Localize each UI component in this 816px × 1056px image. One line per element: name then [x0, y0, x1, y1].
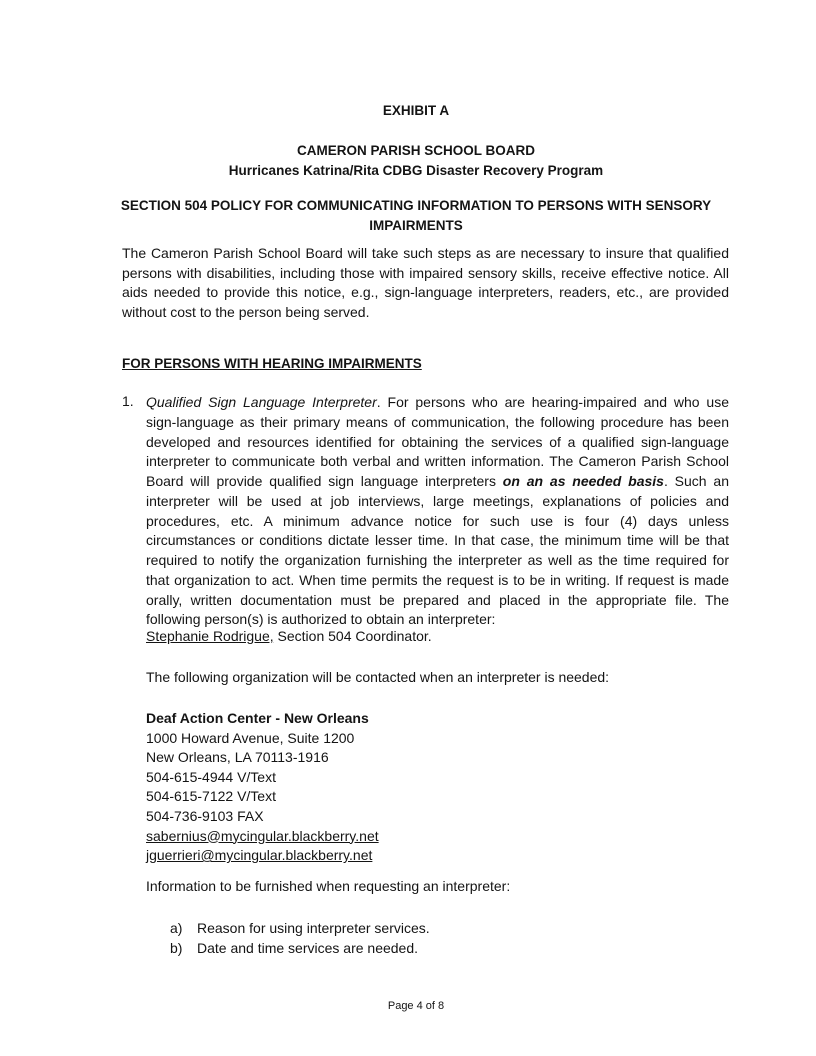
emphasis-text: on an as needed basis	[502, 473, 664, 489]
list-item	[146, 919, 430, 939]
contact-phone2: 504-615-7122 V/Text	[146, 788, 276, 805]
page-footer: Page 4 of 8	[387, 1000, 445, 1012]
contact-name: Deaf Action Center - New Orleans	[146, 710, 369, 726]
list-item-label: b)	[170, 939, 183, 956]
contact-email1-link[interactable]: sabernius@mycingular.blackberry.net	[146, 827, 379, 844]
info-intro: Information to be furnished when requesting an interpreter:	[146, 878, 511, 894]
interpreter-procedure-paragraph	[146, 393, 729, 630]
info-list	[146, 919, 430, 959]
list-item-text: Date and time services are needed.	[197, 939, 419, 956]
intro-paragraph: The Cameron Parish School Board will take such steps as are necessary to insure that qualified persons with disabilities, including those with impaired sensory skills, receive effective notice. All aids needed to provide this notice, e.g., sign-language interpreters, readers, etc., are provided without cost to the person being served.	[122, 245, 729, 321]
item-number: 1.	[122, 393, 134, 409]
coordinator-line	[146, 628, 432, 644]
list-item-text: Reason for using interpreter services.	[197, 920, 430, 936]
program-title: Hurricanes Katrina/Rita CDBG Disaster Recovery Program	[228, 163, 604, 178]
list-item-label: a)	[170, 920, 183, 936]
contact-address-line1: 1000 Howard Avenue, Suite 1200	[146, 729, 355, 746]
hearing-impairments-heading: FOR PERSONS WITH HEARING IMPAIRMENTS	[122, 356, 422, 371]
item-text-part1: . For persons who are hearing-impaired and who use sign-language as their primary means of communication, the following procedure has been developed and resources identified for obtaining the services of a qualified sign-language interpreter to communicate both verbal and written information. The Cameron Parish School Board will provide qualified sign language interpreters	[146, 394, 729, 489]
coordinator-name: Stephanie Rodrigue,	[146, 628, 274, 644]
exhibit-label: EXHIBIT A	[382, 103, 450, 118]
item-title: Qualified Sign Language Interpreter	[146, 394, 377, 410]
coordinator-title: Section 504 Coordinator.	[273, 628, 432, 644]
contact-phone1: 504-615-4944 V/Text	[146, 768, 276, 785]
section-title-line1: SECTION 504 POLICY FOR COMMUNICATING INFORMATION TO PERSONS WITH SENSORY	[120, 198, 712, 213]
contact-fax: 504-736-9103 FAX	[146, 807, 264, 824]
contact-block	[146, 709, 379, 866]
organization-intro: The following organization will be contacted when an interpreter is needed:	[146, 669, 610, 685]
contact-email2-link[interactable]: jguerrieri@mycingular.blackberry.net	[146, 847, 373, 864]
section-title-line2: IMPAIRMENTS	[369, 218, 463, 233]
item-text-part2: . Such an interpreter will be used at job interviews, large meetings, explanations of policies and procedures, etc. A minimum advance notice for such use is four (4) days unless circumstances or conditions dictate lesser time. In that case, the minimum time will be that required to notify the organization furnishing the interpreter as well as the time required for that organization to act. When time permits the request is to be in writing. If request is made orally, written documentation must be prepared and placed in the appropriate file. The following person(s) is authorized to obtain an interpreter:	[146, 473, 729, 628]
organization-title: CAMERON PARISH SCHOOL BOARD	[296, 143, 535, 158]
contact-address-line2: New Orleans, LA 70113-1916	[146, 749, 329, 766]
list-item	[146, 939, 430, 959]
